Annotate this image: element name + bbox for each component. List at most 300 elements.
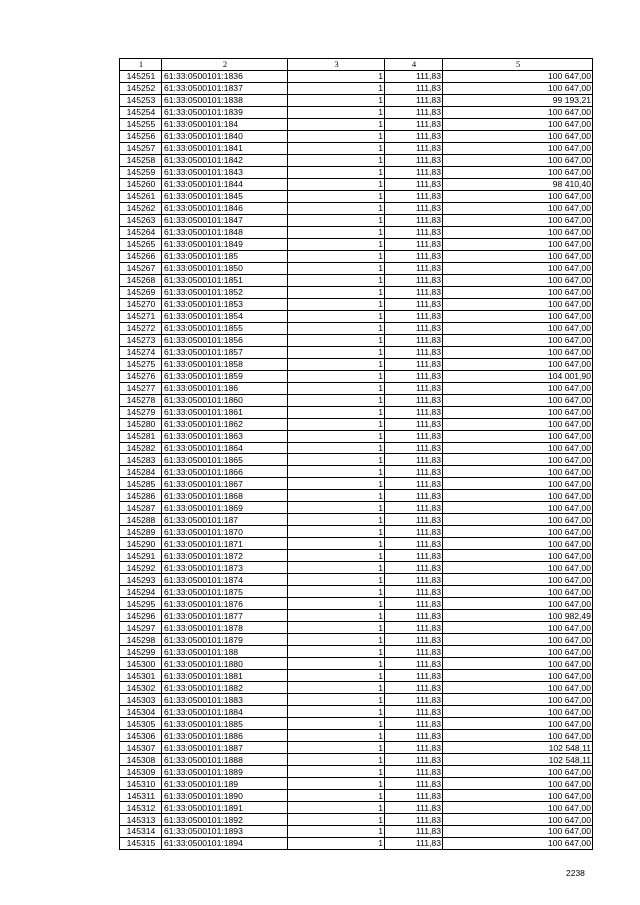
cell-quantity: 1	[288, 250, 385, 262]
cell-quantity: 1	[288, 694, 385, 706]
cell-cadastral-number: 61:33:0500101:184	[162, 118, 288, 130]
cell-area: 111,83	[385, 754, 443, 766]
cell-quantity: 1	[288, 154, 385, 166]
cell-value: 100 647,00	[443, 490, 593, 502]
cell-value: 100 647,00	[443, 190, 593, 202]
cell-area: 111,83	[385, 118, 443, 130]
table-row	[120, 226, 593, 238]
cell-value: 100 647,00	[443, 310, 593, 322]
cell-cadastral-number: 61:33:0500101:1861	[162, 406, 288, 418]
cell-quantity: 1	[288, 178, 385, 190]
cell-quantity: 1	[288, 837, 385, 849]
table-row	[120, 130, 593, 142]
cell-area: 111,83	[385, 286, 443, 298]
cell-cadastral-number: 61:33:0500101:1849	[162, 238, 288, 250]
cell-area: 111,83	[385, 382, 443, 394]
cell-row-id: 145270	[120, 298, 162, 310]
cell-quantity: 1	[288, 478, 385, 490]
cell-row-id: 145288	[120, 514, 162, 526]
cell-cadastral-number: 61:33:0500101:1841	[162, 142, 288, 154]
cell-area: 111,83	[385, 826, 443, 838]
cell-quantity: 1	[288, 286, 385, 298]
cell-quantity: 1	[288, 490, 385, 502]
cell-quantity: 1	[288, 118, 385, 130]
cell-value: 100 647,00	[443, 514, 593, 526]
cell-cadastral-number: 61:33:0500101:1876	[162, 598, 288, 610]
cell-area: 111,83	[385, 790, 443, 802]
table-body	[120, 59, 593, 850]
cell-row-id: 145311	[120, 790, 162, 802]
cell-cadastral-number: 61:33:0500101:1871	[162, 538, 288, 550]
cell-cadastral-number: 61:33:0500101:1857	[162, 346, 288, 358]
table-row	[120, 70, 593, 82]
page-number: 2238	[566, 868, 585, 878]
cell-row-id: 145273	[120, 334, 162, 346]
cell-cadastral-number: 61:33:0500101:1855	[162, 322, 288, 334]
table-row	[120, 502, 593, 514]
cell-area: 111,83	[385, 394, 443, 406]
cell-row-id: 145308	[120, 754, 162, 766]
table-row	[120, 322, 593, 334]
cell-cadastral-number: 61:33:0500101:1854	[162, 310, 288, 322]
cell-cadastral-number: 61:33:0500101:1887	[162, 742, 288, 754]
cell-area: 111,83	[385, 598, 443, 610]
cell-value: 100 647,00	[443, 358, 593, 370]
table-row	[120, 82, 593, 94]
table-row	[120, 382, 593, 394]
table-row	[120, 622, 593, 634]
cell-quantity: 1	[288, 190, 385, 202]
cell-value: 100 647,00	[443, 166, 593, 178]
cell-row-id: 145299	[120, 646, 162, 658]
cell-cadastral-number: 61:33:0500101:1839	[162, 106, 288, 118]
cell-area: 111,83	[385, 778, 443, 790]
cell-cadastral-number: 61:33:0500101:1853	[162, 298, 288, 310]
table-row	[120, 142, 593, 154]
cell-value: 100 647,00	[443, 478, 593, 490]
cell-value: 100 647,00	[443, 118, 593, 130]
table-row	[120, 837, 593, 849]
cell-quantity: 1	[288, 802, 385, 814]
cell-quantity: 1	[288, 622, 385, 634]
cell-cadastral-number: 61:33:0500101:1888	[162, 754, 288, 766]
cell-area: 111,83	[385, 130, 443, 142]
cell-value: 100 647,00	[443, 346, 593, 358]
header-col-1: 1	[120, 59, 162, 71]
cell-row-id: 145293	[120, 574, 162, 586]
cell-area: 111,83	[385, 634, 443, 646]
table-row	[120, 466, 593, 478]
cell-cadastral-number: 61:33:0500101:1837	[162, 82, 288, 94]
cell-quantity: 1	[288, 562, 385, 574]
cell-value: 100 647,00	[443, 250, 593, 262]
table-row	[120, 682, 593, 694]
cell-value: 100 647,00	[443, 766, 593, 778]
cell-cadastral-number: 61:33:0500101:1865	[162, 454, 288, 466]
cell-quantity: 1	[288, 394, 385, 406]
cell-quantity: 1	[288, 418, 385, 430]
table-row	[120, 562, 593, 574]
cell-row-id: 145266	[120, 250, 162, 262]
cell-row-id: 145290	[120, 538, 162, 550]
cell-cadastral-number: 61:33:0500101:1891	[162, 802, 288, 814]
table-row	[120, 586, 593, 598]
cell-value: 100 647,00	[443, 262, 593, 274]
cell-row-id: 145262	[120, 202, 162, 214]
cell-row-id: 145253	[120, 94, 162, 106]
cell-quantity: 1	[288, 658, 385, 670]
table-row	[120, 250, 593, 262]
cell-value: 100 647,00	[443, 442, 593, 454]
cell-value: 100 647,00	[443, 682, 593, 694]
cell-area: 111,83	[385, 574, 443, 586]
cell-cadastral-number: 61:33:0500101:1890	[162, 790, 288, 802]
cell-cadastral-number: 61:33:0500101:1842	[162, 154, 288, 166]
table-row	[120, 754, 593, 766]
cell-value: 100 647,00	[443, 837, 593, 849]
cell-row-id: 145251	[120, 70, 162, 82]
cell-quantity: 1	[288, 706, 385, 718]
table-row	[120, 370, 593, 382]
cell-value: 100 647,00	[443, 670, 593, 682]
cell-quantity: 1	[288, 166, 385, 178]
cell-quantity: 1	[288, 202, 385, 214]
cell-area: 111,83	[385, 514, 443, 526]
cell-cadastral-number: 61:33:0500101:1858	[162, 358, 288, 370]
cell-cadastral-number: 61:33:0500101:1885	[162, 718, 288, 730]
cell-area: 111,83	[385, 454, 443, 466]
table-row	[120, 298, 593, 310]
cell-area: 111,83	[385, 406, 443, 418]
cell-row-id: 145287	[120, 502, 162, 514]
table-row	[120, 610, 593, 622]
table-row	[120, 394, 593, 406]
cell-row-id: 145309	[120, 766, 162, 778]
cell-area: 111,83	[385, 478, 443, 490]
table-row	[120, 118, 593, 130]
cell-cadastral-number: 61:33:0500101:1875	[162, 586, 288, 598]
cell-area: 111,83	[385, 538, 443, 550]
cell-row-id: 145297	[120, 622, 162, 634]
cell-quantity: 1	[288, 502, 385, 514]
cell-cadastral-number: 61:33:0500101:1886	[162, 730, 288, 742]
cell-value: 100 647,00	[443, 658, 593, 670]
cell-row-id: 145295	[120, 598, 162, 610]
cell-area: 111,83	[385, 166, 443, 178]
cell-value: 100 647,00	[443, 826, 593, 838]
cell-quantity: 1	[288, 538, 385, 550]
cell-quantity: 1	[288, 682, 385, 694]
cell-row-id: 145275	[120, 358, 162, 370]
cell-area: 111,83	[385, 430, 443, 442]
cell-area: 111,83	[385, 154, 443, 166]
cell-area: 111,83	[385, 418, 443, 430]
cell-quantity: 1	[288, 310, 385, 322]
cell-area: 111,83	[385, 250, 443, 262]
table-row	[120, 190, 593, 202]
cell-cadastral-number: 61:33:0500101:1872	[162, 550, 288, 562]
cell-area: 111,83	[385, 814, 443, 826]
table-row	[120, 418, 593, 430]
cell-value: 100 647,00	[443, 538, 593, 550]
cell-row-id: 145282	[120, 442, 162, 454]
cell-quantity: 1	[288, 370, 385, 382]
table-row	[120, 574, 593, 586]
cell-row-id: 145257	[120, 142, 162, 154]
cell-row-id: 145274	[120, 346, 162, 358]
cell-area: 111,83	[385, 178, 443, 190]
cell-cadastral-number: 61:33:0500101:186	[162, 382, 288, 394]
cell-quantity: 1	[288, 442, 385, 454]
cell-row-id: 145260	[120, 178, 162, 190]
cell-cadastral-number: 61:33:0500101:1884	[162, 706, 288, 718]
cell-value: 102 548,11	[443, 754, 593, 766]
cell-row-id: 145306	[120, 730, 162, 742]
cell-row-id: 145300	[120, 658, 162, 670]
cell-value: 100 647,00	[443, 802, 593, 814]
cell-value: 100 647,00	[443, 130, 593, 142]
cell-row-id: 145280	[120, 418, 162, 430]
cell-quantity: 1	[288, 106, 385, 118]
cell-row-id: 145264	[120, 226, 162, 238]
cell-area: 111,83	[385, 202, 443, 214]
table-row	[120, 262, 593, 274]
table-row	[120, 730, 593, 742]
cell-row-id: 145301	[120, 670, 162, 682]
cell-row-id: 145285	[120, 478, 162, 490]
cell-value: 98 410,40	[443, 178, 593, 190]
cell-area: 111,83	[385, 610, 443, 622]
cell-value: 100 647,00	[443, 550, 593, 562]
table-row	[120, 658, 593, 670]
cell-value: 100 647,00	[443, 214, 593, 226]
cell-quantity: 1	[288, 406, 385, 418]
cell-cadastral-number: 61:33:0500101:1859	[162, 370, 288, 382]
cell-quantity: 1	[288, 718, 385, 730]
cell-quantity: 1	[288, 730, 385, 742]
cell-value: 100 647,00	[443, 394, 593, 406]
cell-quantity: 1	[288, 142, 385, 154]
cell-cadastral-number: 61:33:0500101:1874	[162, 574, 288, 586]
cell-row-id: 145292	[120, 562, 162, 574]
cell-area: 111,83	[385, 466, 443, 478]
table-row	[120, 334, 593, 346]
cell-cadastral-number: 61:33:0500101:1856	[162, 334, 288, 346]
cell-row-id: 145268	[120, 274, 162, 286]
cell-value: 100 647,00	[443, 526, 593, 538]
table-row	[120, 718, 593, 730]
cell-value: 100 647,00	[443, 334, 593, 346]
table-row	[120, 238, 593, 250]
cell-value: 100 647,00	[443, 502, 593, 514]
cell-area: 111,83	[385, 298, 443, 310]
table-row	[120, 766, 593, 778]
cell-cadastral-number: 61:33:0500101:1851	[162, 274, 288, 286]
table-row	[120, 214, 593, 226]
cell-area: 111,83	[385, 742, 443, 754]
cell-area: 111,83	[385, 670, 443, 682]
table-row	[120, 430, 593, 442]
cell-row-id: 145314	[120, 826, 162, 838]
table-row	[120, 166, 593, 178]
cell-value: 100 647,00	[443, 718, 593, 730]
cell-area: 111,83	[385, 310, 443, 322]
table-row	[120, 814, 593, 826]
cell-quantity: 1	[288, 778, 385, 790]
table-row	[120, 706, 593, 718]
header-col-4: 4	[385, 59, 443, 71]
cell-value: 100 647,00	[443, 430, 593, 442]
cell-row-id: 145291	[120, 550, 162, 562]
cell-value: 100 647,00	[443, 418, 593, 430]
cell-quantity: 1	[288, 526, 385, 538]
cell-area: 111,83	[385, 82, 443, 94]
cell-quantity: 1	[288, 742, 385, 754]
table-row	[120, 286, 593, 298]
table-row	[120, 646, 593, 658]
cell-row-id: 145304	[120, 706, 162, 718]
cell-area: 111,83	[385, 358, 443, 370]
cell-cadastral-number: 61:33:0500101:1867	[162, 478, 288, 490]
cell-cadastral-number: 61:33:0500101:1878	[162, 622, 288, 634]
cell-value: 99 193,21	[443, 94, 593, 106]
cell-row-id: 145259	[120, 166, 162, 178]
cell-quantity: 1	[288, 814, 385, 826]
header-col-2: 2	[162, 59, 288, 71]
cell-row-id: 145281	[120, 430, 162, 442]
header-col-5: 5	[443, 59, 593, 71]
cell-row-id: 145256	[120, 130, 162, 142]
cell-row-id: 145261	[120, 190, 162, 202]
cell-value: 100 647,00	[443, 286, 593, 298]
table-row	[120, 478, 593, 490]
table-row	[120, 538, 593, 550]
table-row	[120, 154, 593, 166]
cell-cadastral-number: 61:33:0500101:1869	[162, 502, 288, 514]
cell-value: 100 647,00	[443, 634, 593, 646]
cell-area: 111,83	[385, 274, 443, 286]
cell-row-id: 145254	[120, 106, 162, 118]
cell-area: 111,83	[385, 837, 443, 849]
cell-quantity: 1	[288, 754, 385, 766]
cell-value: 100 647,00	[443, 706, 593, 718]
cell-cadastral-number: 61:33:0500101:1892	[162, 814, 288, 826]
cell-quantity: 1	[288, 466, 385, 478]
cell-area: 111,83	[385, 658, 443, 670]
cell-cadastral-number: 61:33:0500101:1873	[162, 562, 288, 574]
cell-cadastral-number: 61:33:0500101:1846	[162, 202, 288, 214]
cell-value: 100 647,00	[443, 382, 593, 394]
table-row	[120, 634, 593, 646]
cell-quantity: 1	[288, 382, 385, 394]
cell-quantity: 1	[288, 826, 385, 838]
cell-quantity: 1	[288, 334, 385, 346]
cell-row-id: 145310	[120, 778, 162, 790]
cell-value: 100 647,00	[443, 70, 593, 82]
cell-row-id: 145269	[120, 286, 162, 298]
cell-row-id: 145272	[120, 322, 162, 334]
cell-value: 100 647,00	[443, 574, 593, 586]
cell-row-id: 145271	[120, 310, 162, 322]
table-row	[120, 598, 593, 610]
cell-area: 111,83	[385, 622, 443, 634]
cell-area: 111,83	[385, 766, 443, 778]
cell-quantity: 1	[288, 670, 385, 682]
table-row	[120, 490, 593, 502]
cell-area: 111,83	[385, 502, 443, 514]
cell-cadastral-number: 61:33:0500101:1882	[162, 682, 288, 694]
cell-row-id: 145255	[120, 118, 162, 130]
cell-quantity: 1	[288, 274, 385, 286]
cell-quantity: 1	[288, 766, 385, 778]
cell-cadastral-number: 61:33:0500101:1879	[162, 634, 288, 646]
cell-cadastral-number: 61:33:0500101:1877	[162, 610, 288, 622]
cell-area: 111,83	[385, 490, 443, 502]
cell-row-id: 145312	[120, 802, 162, 814]
cell-value: 100 647,00	[443, 730, 593, 742]
cell-row-id: 145278	[120, 394, 162, 406]
cell-area: 111,83	[385, 526, 443, 538]
cell-row-id: 145283	[120, 454, 162, 466]
table-row	[120, 790, 593, 802]
table-row	[120, 178, 593, 190]
cell-area: 111,83	[385, 550, 443, 562]
cell-row-id: 145302	[120, 682, 162, 694]
cell-area: 111,83	[385, 226, 443, 238]
cell-row-id: 145315	[120, 837, 162, 849]
cell-quantity: 1	[288, 646, 385, 658]
cell-quantity: 1	[288, 550, 385, 562]
cell-area: 111,83	[385, 106, 443, 118]
cell-quantity: 1	[288, 238, 385, 250]
header-col-3: 3	[288, 59, 385, 71]
cell-value: 100 647,00	[443, 106, 593, 118]
cell-quantity: 1	[288, 262, 385, 274]
table-row	[120, 94, 593, 106]
table-row	[120, 202, 593, 214]
cell-area: 111,83	[385, 370, 443, 382]
cell-quantity: 1	[288, 130, 385, 142]
cell-quantity: 1	[288, 610, 385, 622]
table-row	[120, 514, 593, 526]
cell-value: 100 647,00	[443, 466, 593, 478]
cell-quantity: 1	[288, 70, 385, 82]
cell-cadastral-number: 61:33:0500101:1838	[162, 94, 288, 106]
cell-quantity: 1	[288, 430, 385, 442]
table-row	[120, 670, 593, 682]
table-row	[120, 742, 593, 754]
table-row	[120, 454, 593, 466]
cell-quantity: 1	[288, 358, 385, 370]
cell-row-id: 145289	[120, 526, 162, 538]
cell-area: 111,83	[385, 802, 443, 814]
cell-cadastral-number: 61:33:0500101:1862	[162, 418, 288, 430]
table-row	[120, 550, 593, 562]
cell-quantity: 1	[288, 298, 385, 310]
cell-quantity: 1	[288, 790, 385, 802]
cell-cadastral-number: 61:33:0500101:1852	[162, 286, 288, 298]
cell-area: 111,83	[385, 322, 443, 334]
cell-quantity: 1	[288, 346, 385, 358]
cell-area: 111,83	[385, 214, 443, 226]
cell-area: 111,83	[385, 442, 443, 454]
cell-area: 111,83	[385, 346, 443, 358]
cell-quantity: 1	[288, 94, 385, 106]
cell-row-id: 145305	[120, 718, 162, 730]
cell-area: 111,83	[385, 70, 443, 82]
cell-area: 111,83	[385, 586, 443, 598]
cell-area: 111,83	[385, 730, 443, 742]
